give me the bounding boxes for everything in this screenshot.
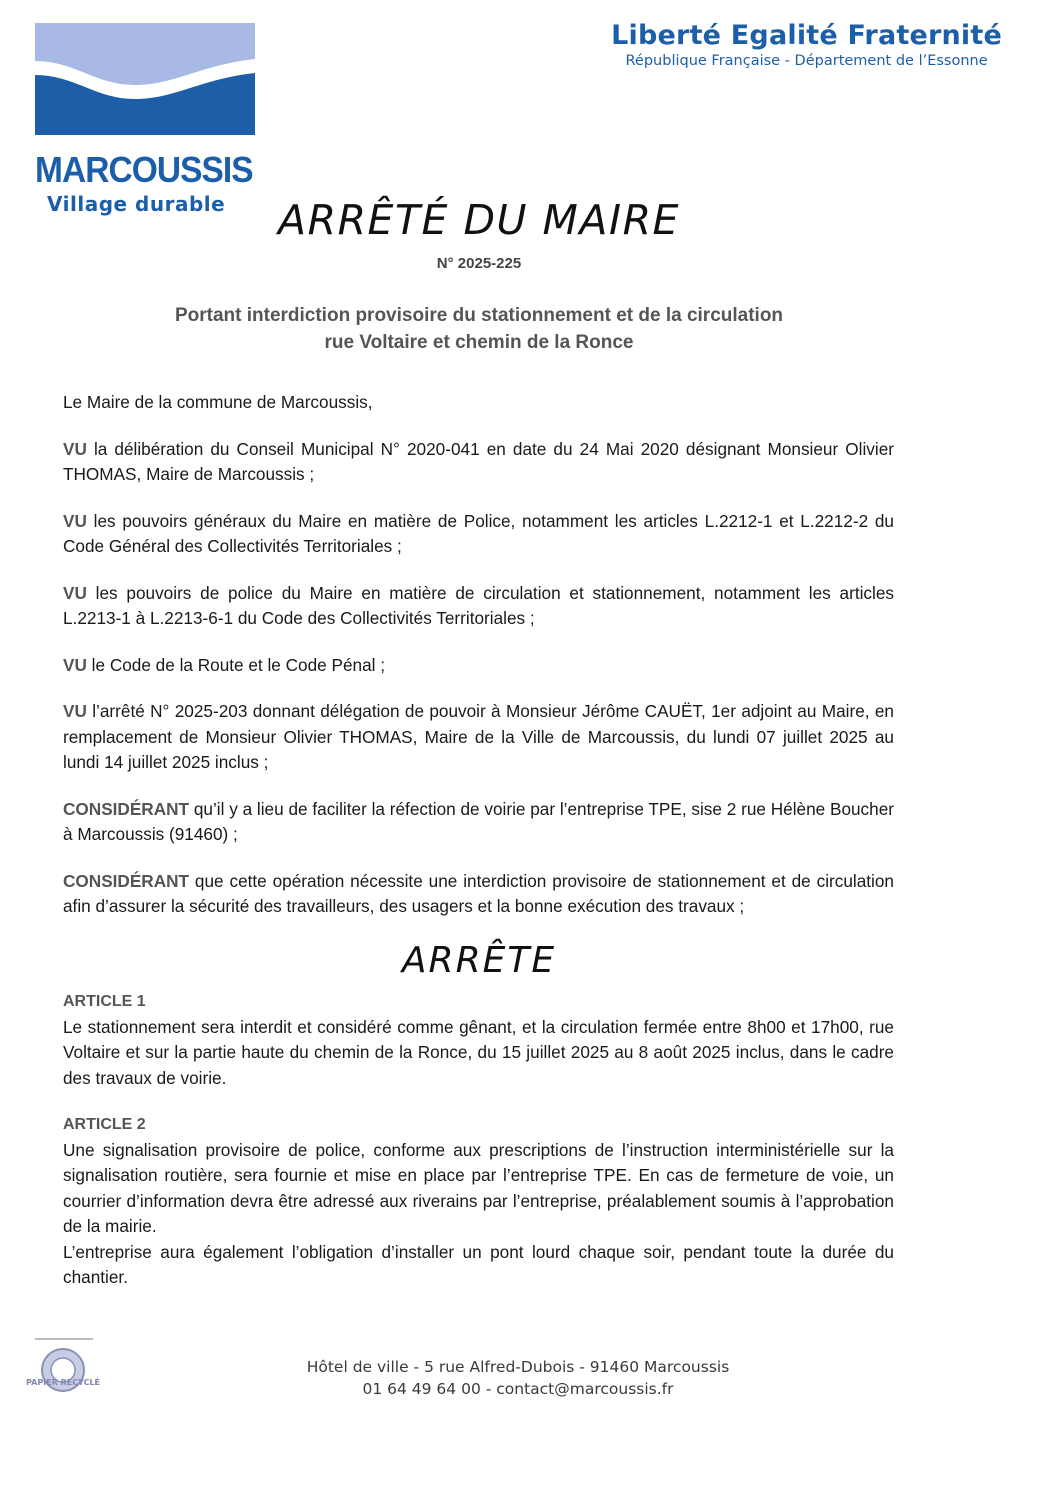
republic-motto xyxy=(611,20,1002,69)
preamble-text: les pouvoirs généraux du Maire en matière de Police, notamment les articles L.2212-1 et L.2212-2 du Code Général des Collectivités Territoriales ; xyxy=(63,510,894,556)
logo-wave-graphic xyxy=(35,23,255,135)
subject-line-2: rue Voltaire et chemin de la Ronce xyxy=(324,332,634,353)
preamble-keyword: VU xyxy=(63,582,87,603)
preamble-keyword: CONSIDÉRANT xyxy=(63,798,190,819)
footer xyxy=(200,1356,836,1400)
recycled-paper-icon xyxy=(25,1338,101,1396)
preamble-item xyxy=(63,797,894,848)
recycle-label: PAPIER RECYCLÉ xyxy=(25,1378,101,1387)
article-heading: ARTICLE 2 xyxy=(63,1116,146,1133)
motto-subtitle: République Française - Département de l’Essonne xyxy=(625,53,988,69)
preamble-keyword: VU xyxy=(63,438,87,459)
preamble-text: les pouvoirs de police du Maire en matière de circulation et stationnement, notamment les articles L.2213-1 à L.2213-6-1 du Code des Collectivités Territoriales ; xyxy=(63,582,894,628)
preamble-text: l’arrêté N° 2025-203 donnant délégation de pouvoir à Monsieur Jérôme CAUËT, 1er adjoint au Maire, en remplacement de Monsieur Olivier THOMAS, Maire de la Ville de Marcoussis, du lundi 07 juillet 2025 au lundi 14 juillet 2025 inclus ; xyxy=(63,701,894,772)
preamble-text: qu’il y a lieu de faciliter la réfection de voirie par l’entreprise TPE, sise 2 rue Hélène Boucher à Marcoussis (91460) ; xyxy=(63,798,894,844)
footer-address: Hôtel de ville - 5 rue Alfred-Dubois - 91460 Marcoussis xyxy=(306,1358,730,1376)
logo-town-name: MARCOUSSIS xyxy=(35,149,253,190)
subject-line-1: Portant interdiction provisoire du stationnement et de la circulation xyxy=(174,305,784,326)
preamble-keyword: VU xyxy=(63,654,87,675)
logo-tagline: Village durable xyxy=(47,192,226,216)
preamble xyxy=(63,390,894,941)
preamble-item xyxy=(63,869,894,920)
preamble-item xyxy=(63,699,894,776)
marcoussis-logo xyxy=(35,23,255,216)
preamble-intro: Le Maire de la commune de Marcoussis, xyxy=(63,392,373,412)
decree-number: N° 2025-225 xyxy=(436,255,522,272)
preamble-item xyxy=(63,437,894,488)
preamble-keyword: CONSIDÉRANT xyxy=(63,870,190,891)
decree-subject xyxy=(100,302,858,356)
decree-heading: ARRÊTE xyxy=(401,940,557,981)
preamble-text: le Code de la Route et le Code Pénal ; xyxy=(86,654,386,675)
articles xyxy=(63,989,894,1291)
motto-main: Liberté Egalité Fraternité xyxy=(611,20,1002,51)
article-spacer xyxy=(63,1091,894,1112)
document-title: ARRÊTÉ DU MAIRE xyxy=(278,196,680,244)
preamble-keyword: VU xyxy=(63,701,87,721)
preamble-text: la délibération du Conseil Municipal N° 2020-041 en date du 24 Mai 2020 désignant Monsieur Olivier THOMAS, Maire de Marcoussis ; xyxy=(63,438,894,484)
article-paragraph: Le stationnement sera interdit et considéré comme gênant, et la circulation fermée entre 8h00 et 17h00, rue Voltaire et sur la partie haute du chemin de la Ronce, du 15 juillet 2025 au 8 août 2025 inclus, dans le cadre des travaux de voirie. xyxy=(63,1016,894,1088)
preamble-keyword: VU xyxy=(63,510,87,531)
article-heading: ARTICLE 1 xyxy=(63,993,146,1010)
article-paragraph: L’entreprise aura également l’obligation d’installer un pont lourd chaque soir, pendant toute la durée du chantier. xyxy=(63,1241,894,1287)
footer-contact: 01 64 49 64 00 - contact@marcoussis.fr xyxy=(362,1380,674,1398)
preamble-text: que cette opération nécessite une interdiction provisoire de stationnement et de circulation afin d’assurer la sécurité des travailleurs, des usagers et la bonne exécution des travaux ; xyxy=(63,870,894,916)
preamble-item xyxy=(63,653,894,679)
preamble-item xyxy=(63,509,894,560)
article-paragraph: Une signalisation provisoire de police, conforme aux prescriptions de l’instruction interministérielle sur la signalisation routière, sera fournie et mise en place par l’entreprise TPE. En cas de fermeture de voie, un courrier d’information devra être adressé aux riverains par l’entreprise, préalablement soumis à l’approbation de la mairie. xyxy=(63,1139,894,1236)
preamble-item xyxy=(63,581,894,632)
